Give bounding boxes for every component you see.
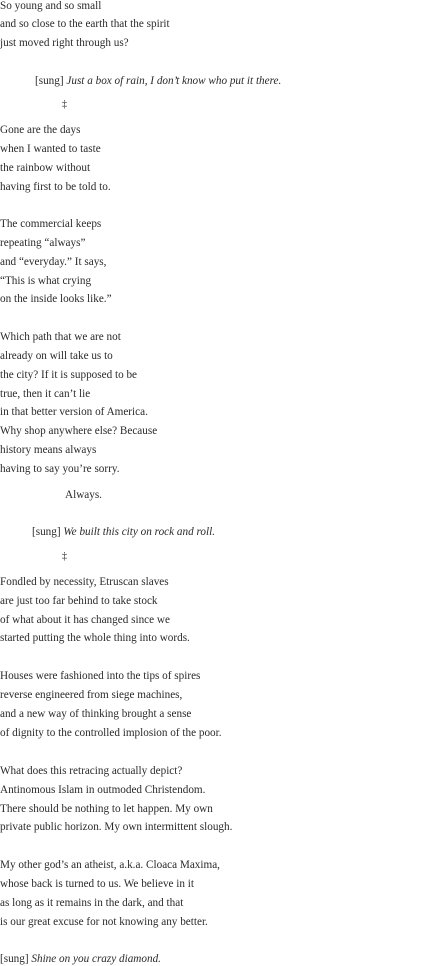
poem-line: What does this retracing actually depict? bbox=[0, 765, 183, 777]
poem-line: when I wanted to taste bbox=[0, 143, 101, 155]
poem-line: of dignity to the controlled implosion of the poor. bbox=[0, 727, 222, 739]
poem-line: So young and so small bbox=[0, 0, 102, 12]
sung-tag: [sung] bbox=[35, 75, 64, 87]
poem-line: Why shop anywhere else? Because bbox=[0, 425, 158, 437]
poem-line: of what about it has changed since we bbox=[0, 614, 170, 626]
poem-line: whose back is turned to us. We believe in it bbox=[0, 878, 195, 890]
poem-line: the city? If it is supposed to be bbox=[0, 369, 138, 381]
poem-line: My other god’s an atheist, a.k.a. Cloaca Maxima, bbox=[0, 859, 220, 871]
poem-line: just moved right through us? bbox=[0, 37, 129, 49]
poem-line: Fondled by necessity, Etruscan slaves bbox=[0, 576, 169, 588]
poem-line: “This is what crying bbox=[0, 275, 92, 287]
poem-line: Houses were fashioned into the tips of spires bbox=[0, 670, 201, 682]
poem-line: Gone are the days bbox=[0, 124, 81, 136]
poem-line: and a new way of thinking brought a sense bbox=[0, 708, 192, 720]
poem-line: Always. bbox=[65, 489, 102, 501]
poem-line: Which path that we are not bbox=[0, 331, 121, 343]
poem-line: Antinomous Islam in outmoded Christendom. bbox=[0, 784, 206, 796]
poem-line: having to say you’re sorry. bbox=[0, 463, 120, 475]
poem-line: are just too far behind to take stock bbox=[0, 595, 158, 607]
sung-lyric: Shine on you crazy diamond. bbox=[31, 953, 161, 965]
sung-tag: [sung] bbox=[32, 526, 61, 538]
section-divider-glyph: ‡ bbox=[62, 551, 67, 562]
sung-line bbox=[32, 525, 215, 539]
poem-line: already on will take us to bbox=[0, 350, 113, 362]
sung-lyric: We built this city on rock and roll. bbox=[63, 526, 216, 538]
poem-line: and “everyday.” It says, bbox=[0, 256, 107, 268]
poem-line: history means always bbox=[0, 444, 97, 456]
poem-line: is our great excuse for not knowing any better. bbox=[0, 916, 208, 928]
poem-line: private public horizon. My own intermittent slough. bbox=[0, 821, 233, 833]
poem-line: reverse engineered from siege machines, bbox=[0, 689, 183, 701]
poem-line: having first to be told to. bbox=[0, 181, 111, 193]
sung-lyric: Just a box of rain, I don’t know who put it there. bbox=[66, 75, 282, 87]
section-divider-glyph: ‡ bbox=[62, 99, 67, 110]
poem-line: on the inside looks like.” bbox=[0, 293, 112, 305]
poem-line: and so close to the earth that the spirit bbox=[0, 18, 170, 30]
poem-line: as long as it remains in the dark, and that bbox=[0, 897, 184, 909]
poem-line: started putting the whole thing into words. bbox=[0, 632, 190, 644]
sung-tag: [sung] bbox=[0, 953, 29, 965]
poem-line: the rainbow without bbox=[0, 162, 91, 174]
poem-line: The commercial keeps bbox=[0, 218, 102, 230]
sung-line bbox=[0, 952, 161, 966]
poem-line: repeating “always” bbox=[0, 237, 86, 249]
poem-line: There should be nothing to let happen. My own bbox=[0, 803, 213, 815]
sung-line bbox=[35, 74, 281, 88]
poem-line: in that better version of America. bbox=[0, 406, 148, 418]
poem-line: true, then it can’t lie bbox=[0, 388, 91, 400]
